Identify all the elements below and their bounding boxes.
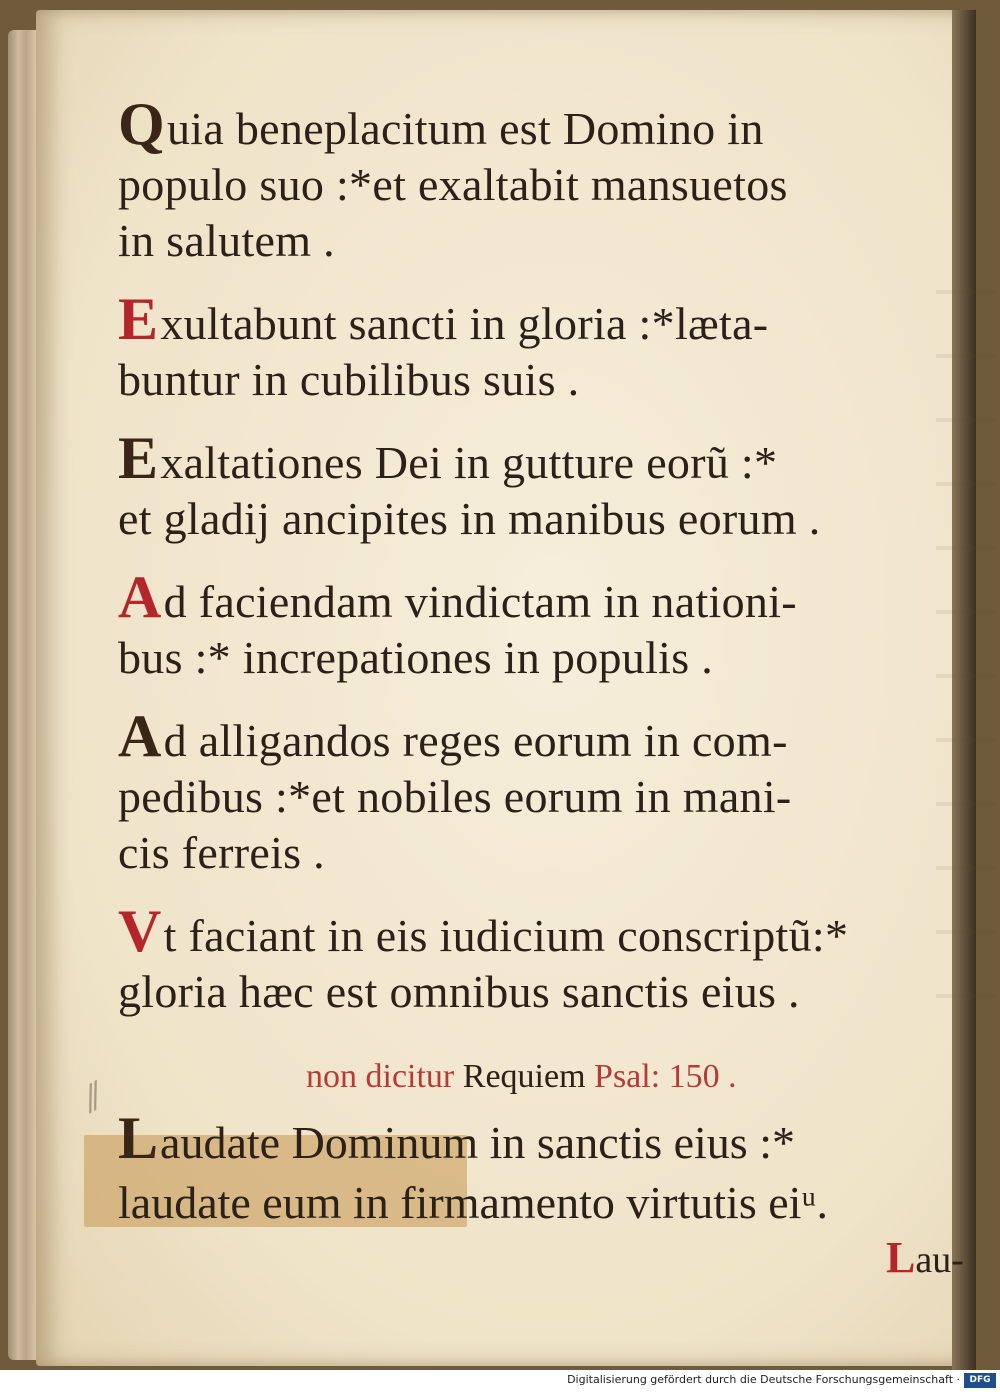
rubric-red-text: non dicitur bbox=[306, 1058, 455, 1095]
psalm-text bbox=[118, 91, 968, 1042]
verse-line: cis ferreis . bbox=[118, 827, 325, 878]
verse-line: in salutem . bbox=[118, 215, 335, 266]
verse-line: t faciant in eis iudicium conscriptũ:* bbox=[163, 910, 849, 961]
initial-q: Q bbox=[118, 91, 165, 157]
verse-line: xultabunt sancti in gloria :*læta- bbox=[160, 298, 769, 349]
verse-5 bbox=[118, 703, 968, 881]
verse-line: gloria hæc est omnibus sanctis eius . bbox=[118, 966, 800, 1017]
catchword bbox=[886, 1232, 964, 1283]
verse-line: et gladij ancipites in manibus eorum . bbox=[118, 493, 821, 544]
rubric-psalm-ref: Psal: 150 . bbox=[594, 1058, 737, 1095]
catchword-initial: L bbox=[886, 1233, 916, 1282]
verse-line: laudate eum in firmamento virtutis eiᵘ. bbox=[118, 1177, 828, 1228]
initial-v-red: V bbox=[118, 898, 162, 964]
verse-2 bbox=[118, 286, 968, 408]
footer-bar bbox=[0, 1370, 1000, 1392]
dfg-logo-badge: DFG bbox=[964, 1373, 996, 1388]
verse-line: audate Dominum in sanctis eius :* bbox=[160, 1117, 795, 1168]
verse-6 bbox=[118, 898, 968, 1020]
initial-l: L bbox=[118, 1105, 159, 1171]
rubric-instruction bbox=[306, 1058, 737, 1096]
rubric-dark-text: Requiem bbox=[462, 1058, 586, 1095]
initial-e-red: E bbox=[118, 286, 159, 352]
verse-line: d alligandos reges eorum in com- bbox=[163, 715, 788, 766]
initial-e: E bbox=[118, 425, 159, 491]
verse-line: populo suo :*et exaltabit mansuetos bbox=[118, 159, 788, 210]
verse-1 bbox=[118, 91, 968, 269]
verse-line: pedibus :*et nobiles eorum in mani- bbox=[118, 771, 792, 822]
initial-a-red: A bbox=[118, 564, 162, 630]
verse-line: uia beneplacitum est Domino in bbox=[166, 103, 764, 154]
verse-line: d faciendam vindictam in nationi- bbox=[163, 576, 797, 627]
verse-line: xaltationes Dei in gutture eorũ :* bbox=[160, 437, 778, 488]
final-verse bbox=[118, 1105, 968, 1233]
catchword-rest: au- bbox=[915, 1239, 964, 1281]
verse-3 bbox=[118, 425, 968, 547]
page-stack-edge bbox=[8, 30, 38, 1360]
initial-a: A bbox=[118, 703, 162, 769]
verse-line: buntur in cubilibus suis . bbox=[118, 354, 580, 405]
pencil-mark-icon: ⁄⁄ bbox=[78, 1077, 109, 1119]
verse-line: bus :* increpationes in populis . bbox=[118, 632, 714, 683]
funding-notice: Digitalisierung gefördert durch die Deutsche Forschungsgemeinschaft · bbox=[567, 1373, 960, 1386]
verse-4 bbox=[118, 564, 968, 686]
